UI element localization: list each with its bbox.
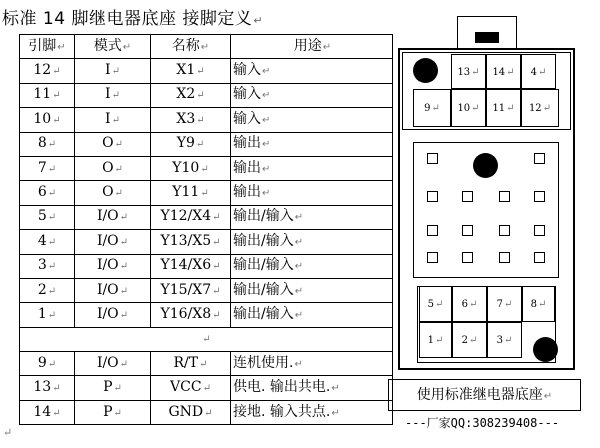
table-row [20, 108, 393, 132]
contact-square [499, 191, 510, 202]
header-name: 名称↵ [151, 35, 231, 59]
table-row [20, 205, 393, 229]
pin-cell: 11↵ [20, 83, 75, 107]
table-row [20, 83, 393, 107]
table-row [20, 59, 393, 83]
name-cell: Y12/X4↵ [151, 205, 231, 229]
pin-cell: 1↵ [20, 303, 75, 327]
name-cell: Y13/X5↵ [151, 230, 231, 254]
base-pin-cell: 12↵ [521, 89, 559, 127]
table-row [20, 230, 393, 254]
mode-cell: O↵ [75, 156, 151, 180]
base-pin-cell: 10↵ [451, 89, 486, 127]
usage-cell: 输出/输入↵ [231, 254, 393, 278]
mode-cell: O↵ [75, 132, 151, 156]
base-pin-cell: 14↵ [486, 54, 521, 89]
name-cell: Y15/X7↵ [151, 278, 231, 302]
usage-cell: 输入↵ [231, 83, 393, 107]
page-title: 标准 14 脚继电器底座 接脚定义↵ [2, 9, 264, 29]
mode-cell: I/O↵ [75, 352, 151, 376]
header-mode: 模式↵ [75, 35, 151, 59]
table-row [20, 156, 393, 180]
usage-cell: 输出/输入↵ [231, 230, 393, 254]
base-pin-cell: 11↵ [486, 89, 521, 127]
contact-square [462, 225, 473, 236]
separator-cell: ↵ [20, 327, 393, 351]
pin-cell: 12↵ [20, 59, 75, 83]
table-row [20, 303, 393, 327]
name-cell: Y14/X6↵ [151, 254, 231, 278]
pin-cell: 3↵ [20, 254, 75, 278]
name-cell: Y16/X8↵ [151, 303, 231, 327]
usage-cell: 输出↵ [231, 156, 393, 180]
table-row [20, 132, 393, 156]
mode-cell: I↵ [75, 108, 151, 132]
contact-square [534, 225, 545, 236]
table-row [20, 254, 393, 278]
pin-cell: 10↵ [20, 108, 75, 132]
base-top-tab-key [475, 32, 499, 43]
mode-cell: I↵ [75, 83, 151, 107]
pin-cell: 7↵ [20, 156, 75, 180]
pin-cell: 14↵ [20, 400, 75, 424]
usage-cell: 输入↵ [231, 108, 393, 132]
base-pin-cell: 7↵ [487, 286, 522, 322]
center-mount-hole [473, 153, 498, 178]
maker-contact: ---厂家QQ:308239408--- [405, 416, 560, 430]
mode-cell: I/O↵ [75, 278, 151, 302]
base-pin-cell: 1↵ [419, 322, 452, 358]
base-pin-cell: 4↵ [521, 54, 556, 89]
pin-cell: 6↵ [20, 181, 75, 205]
table-row [20, 376, 393, 400]
usage-cell: 输出↵ [231, 132, 393, 156]
name-cell: Y10↵ [151, 156, 231, 180]
table-row [20, 181, 393, 205]
table-header-row [20, 35, 393, 59]
table-row [20, 400, 393, 424]
name-cell: X2↵ [151, 83, 231, 107]
name-cell: VCC↵ [151, 376, 231, 400]
name-cell: X1↵ [151, 59, 231, 83]
pin-cell: 8↵ [20, 132, 75, 156]
contact-square [462, 191, 473, 202]
contact-square [534, 153, 545, 164]
contact-square [499, 225, 510, 236]
contact-square [534, 252, 545, 263]
name-cell: Y9↵ [151, 132, 231, 156]
bottom-mount-hole [533, 337, 558, 362]
top-mount-hole [413, 58, 438, 83]
contact-square [462, 252, 473, 263]
mode-cell: I/O↵ [75, 230, 151, 254]
paragraph-mark: ↵ [3, 426, 13, 439]
mode-cell: I↵ [75, 59, 151, 83]
contact-square [427, 191, 438, 202]
base-caption: 使用标准继电器底座↵ [388, 379, 581, 411]
usage-cell: 输入↵ [231, 59, 393, 83]
base-pin-cell: 2↵ [452, 322, 487, 358]
usage-cell: 供电. 输出共电.↵ [231, 376, 393, 400]
contact-square [427, 153, 438, 164]
name-cell: R/T↵ [151, 352, 231, 376]
header-pin: 引脚↵ [20, 35, 75, 59]
base-pin-cell: 9↵ [413, 89, 451, 127]
pin-cell: 2↵ [20, 278, 75, 302]
pin-cell: 4↵ [20, 230, 75, 254]
base-pin-cell: 3↵ [487, 322, 522, 358]
usage-cell: 输出/输入↵ [231, 205, 393, 229]
table-row [20, 352, 393, 376]
mode-cell: I/O↵ [75, 205, 151, 229]
pin-cell: 5↵ [20, 205, 75, 229]
mode-cell: P↵ [75, 376, 151, 400]
pin-cell: 13↵ [20, 376, 75, 400]
usage-cell: 输出/输入↵ [231, 278, 393, 302]
pin-definition-table [19, 34, 393, 425]
base-pin-cell: 13↵ [451, 54, 486, 89]
mode-cell: P↵ [75, 400, 151, 424]
contact-square [534, 191, 545, 202]
base-pin-cell: 5↵ [419, 286, 452, 322]
contact-square [427, 225, 438, 236]
table-row [20, 278, 393, 302]
mode-cell: O↵ [75, 181, 151, 205]
mode-cell: I/O↵ [75, 254, 151, 278]
usage-cell: 输出/输入↵ [231, 303, 393, 327]
usage-cell: 连机使用.↵ [231, 352, 393, 376]
base-pin-cell: 8↵ [522, 286, 555, 322]
name-cell: GND↵ [151, 400, 231, 424]
usage-cell: 输出↵ [231, 181, 393, 205]
usage-cell: 接地. 输入共点.↵ [231, 400, 393, 424]
name-cell: Y11↵ [151, 181, 231, 205]
contact-square [427, 252, 438, 263]
table-row [20, 327, 393, 351]
name-cell: X3↵ [151, 108, 231, 132]
contact-square [499, 252, 510, 263]
mode-cell: I/O↵ [75, 303, 151, 327]
header-usage: 用途↵ [231, 35, 393, 59]
pin-cell: 9↵ [20, 352, 75, 376]
base-pin-cell: 6↵ [452, 286, 487, 322]
